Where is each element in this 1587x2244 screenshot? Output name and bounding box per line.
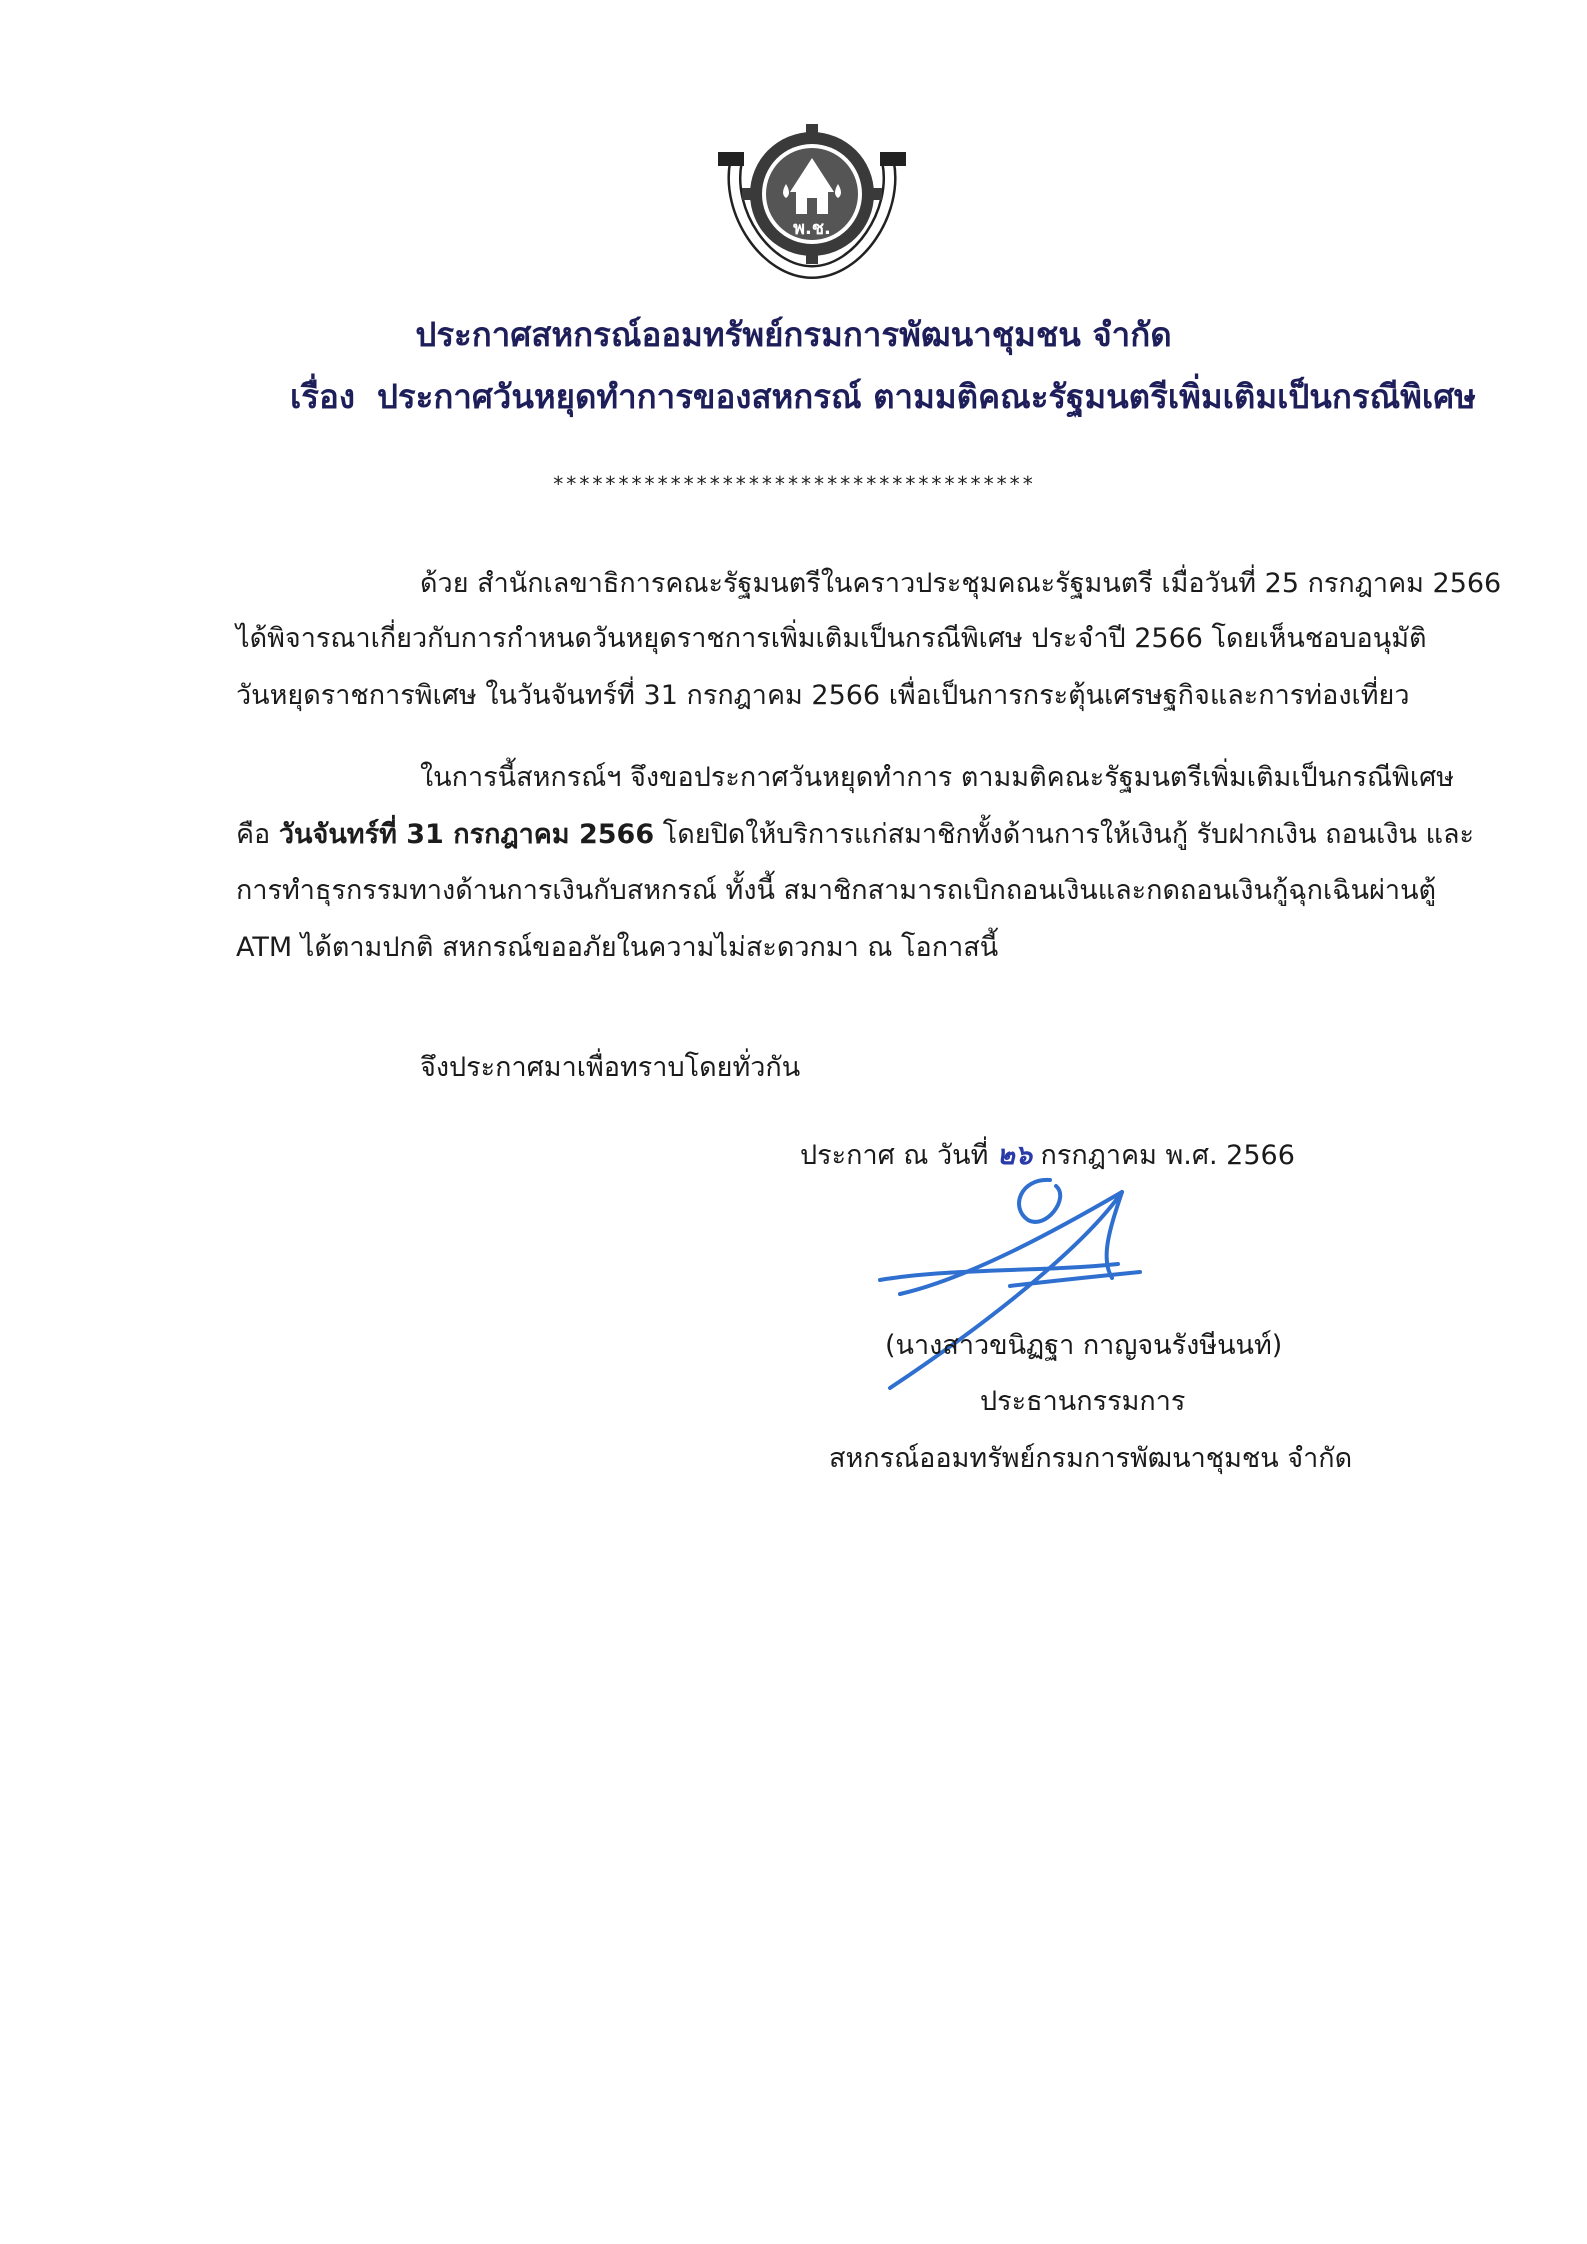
paragraph-1-line-3: วันหยุดราชการพิเศษ ในวันจันทร์ที่ 31 กรกฎาคม 2566 เพื่อเป็นการกระตุ้นเศรษฐกิจและการท่องเที่ยว — [236, 680, 1410, 711]
holiday-date: วันจันทร์ที่ 31 กรกฎาคม 2566 — [278, 819, 655, 850]
date-day: ๒๖ — [997, 1140, 1032, 1171]
paragraph-1-line-1: ด้วย สำนักเลขาธิการคณะรัฐมนตรีในคราวประชุมคณะรัฐมนตรี เมื่อวันที่ 25 กรกฎาคม 2566 — [420, 568, 1502, 599]
paragraph-2-prefix: คือ — [236, 819, 271, 850]
cooperative-seal-icon — [696, 122, 928, 280]
divider: ************************************* — [552, 472, 1035, 496]
subject-label: เรื่อง — [290, 377, 355, 416]
paragraph-2-line-4: ATM ได้ตามปกติ สหกรณ์ขออภัยในความไม่สะดวกมา ณ โอกาสนี้ — [236, 932, 999, 963]
date-prefix: ประกาศ ณ วันที่ — [800, 1140, 989, 1171]
signer-position: ประธานกรรมการ — [980, 1386, 1186, 1417]
svg-text:พ.ช.: พ.ช. — [793, 218, 831, 239]
paragraph-2-line-2 — [236, 821, 1474, 848]
paragraph-2-line-3: การทำธุรกรรมทางด้านการเงินกับสหกรณ์ ทั้งนี้ สมาชิกสามารถเบิกถอนเงินและกดถอนเงินกู้ฉุกเฉินผ่านตู้ — [236, 875, 1437, 906]
signer-name: (นางสาวขนิฏฐา กาญจนรังษีนนท์) — [885, 1330, 1283, 1361]
signer-organization: สหกรณ์ออมทรัพย์กรมการพัฒนาชุมชน จำกัด — [829, 1443, 1353, 1474]
subject-line — [290, 370, 1476, 423]
closing-statement: จึงประกาศมาเพื่อทราบโดยทั่วกัน — [420, 1052, 801, 1083]
date-suffix: กรกฎาคม พ.ศ. 2566 — [1040, 1140, 1295, 1171]
paragraph-2-line-2-rest: โดยปิดให้บริการแก่สมาชิกทั้งด้านการให้เงินกู้ รับฝากเงิน ถอนเงิน และ — [662, 819, 1475, 850]
subject-text: ประกาศวันหยุดทำการของสหกรณ์ ตามมติคณะรัฐมนตรีเพิ่มเติมเป็นกรณีพิเศษ — [376, 377, 1476, 416]
page-title: ประกาศสหกรณ์ออมทรัพย์กรมการพัฒนาชุมชน จำกัด — [415, 315, 1172, 354]
paragraph-2-line-1: ในการนี้สหกรณ์ฯ จึงขอประกาศวันหยุดทำการ ตามมติคณะรัฐมนตรีเพิ่มเติมเป็นกรณีพิเศษ — [420, 762, 1455, 793]
paragraph-1-line-2: ได้พิจารณาเกี่ยวกับการกำหนดวันหยุดราชการเพิ่มเติมเป็นกรณีพิเศษ ประจำปี 2566 โดยเห็นชอบอนุมัติ — [236, 623, 1427, 654]
